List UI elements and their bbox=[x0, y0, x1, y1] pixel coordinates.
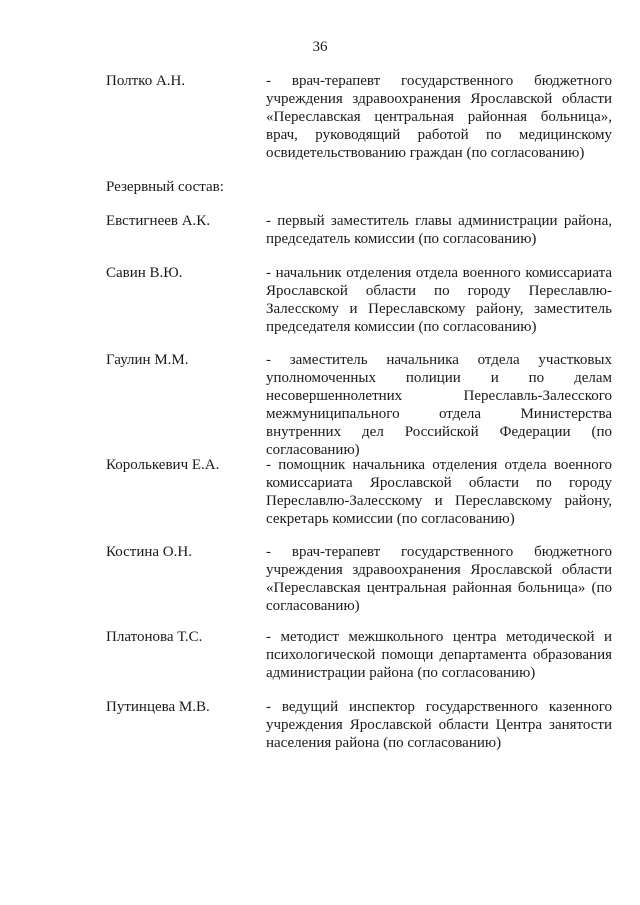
member-name: Путинцева М.В. bbox=[106, 699, 210, 715]
member-description: - методист межшкольного центра методической и психологической помощи департамента образования администрации района (по согласованию) bbox=[266, 629, 612, 681]
member-description: - врач-терапевт государственного бюджетного учреждения здравоохранения Ярославской области «Переславская центральная районная больница», врач, руководящий работой по медицинскому освидетельствованию граждан (по согласованию) bbox=[266, 73, 612, 161]
member-description: - помощник начальника отделения отдела военного комиссариата Ярославской области по городу Переславлю-Залесскому и Переславскому району, секретарь комиссии (по согласованию) bbox=[266, 457, 612, 527]
member-name: Платонова Т.С. bbox=[106, 629, 203, 645]
member-description: - заместитель начальника отдела участковых уполномоченных полиции и по делам несовершеннолетних Переславль-Залесского межмуниципального отдела Министерства внутренних дел Российской Федерации (по согласованию) bbox=[266, 352, 612, 458]
page-number: 36 bbox=[312, 39, 328, 55]
member-name: Королькевич Е.А. bbox=[106, 457, 220, 473]
member-name: Костина О.Н. bbox=[106, 544, 192, 560]
member-description: - ведущий инспектор государственного казенного учреждения Ярославской области Центра занятости населения района (по согласованию) bbox=[266, 699, 612, 751]
member-name: Савин В.Ю. bbox=[106, 265, 183, 281]
member-name: Гаулин М.М. bbox=[106, 352, 189, 368]
member-description: - врач-терапевт государственного бюджетного учреждения здравоохранения Ярославской области «Переславская центральная районная больница» (по согласованию) bbox=[266, 544, 612, 614]
member-description: - первый заместитель главы администрации района, председатель комиссии (по согласованию) bbox=[266, 213, 612, 247]
member-description: - начальник отделения отдела военного комиссариата Ярославской области по городу Переславлю-Залесскому и Переславскому району, заместитель председателя комиссии (по согласованию) bbox=[266, 265, 612, 335]
member-name: Полтко А.Н. bbox=[106, 73, 186, 89]
reserve-heading: Резервный состав: bbox=[106, 179, 224, 195]
member-name: Евстигнеев А.К. bbox=[106, 213, 211, 229]
